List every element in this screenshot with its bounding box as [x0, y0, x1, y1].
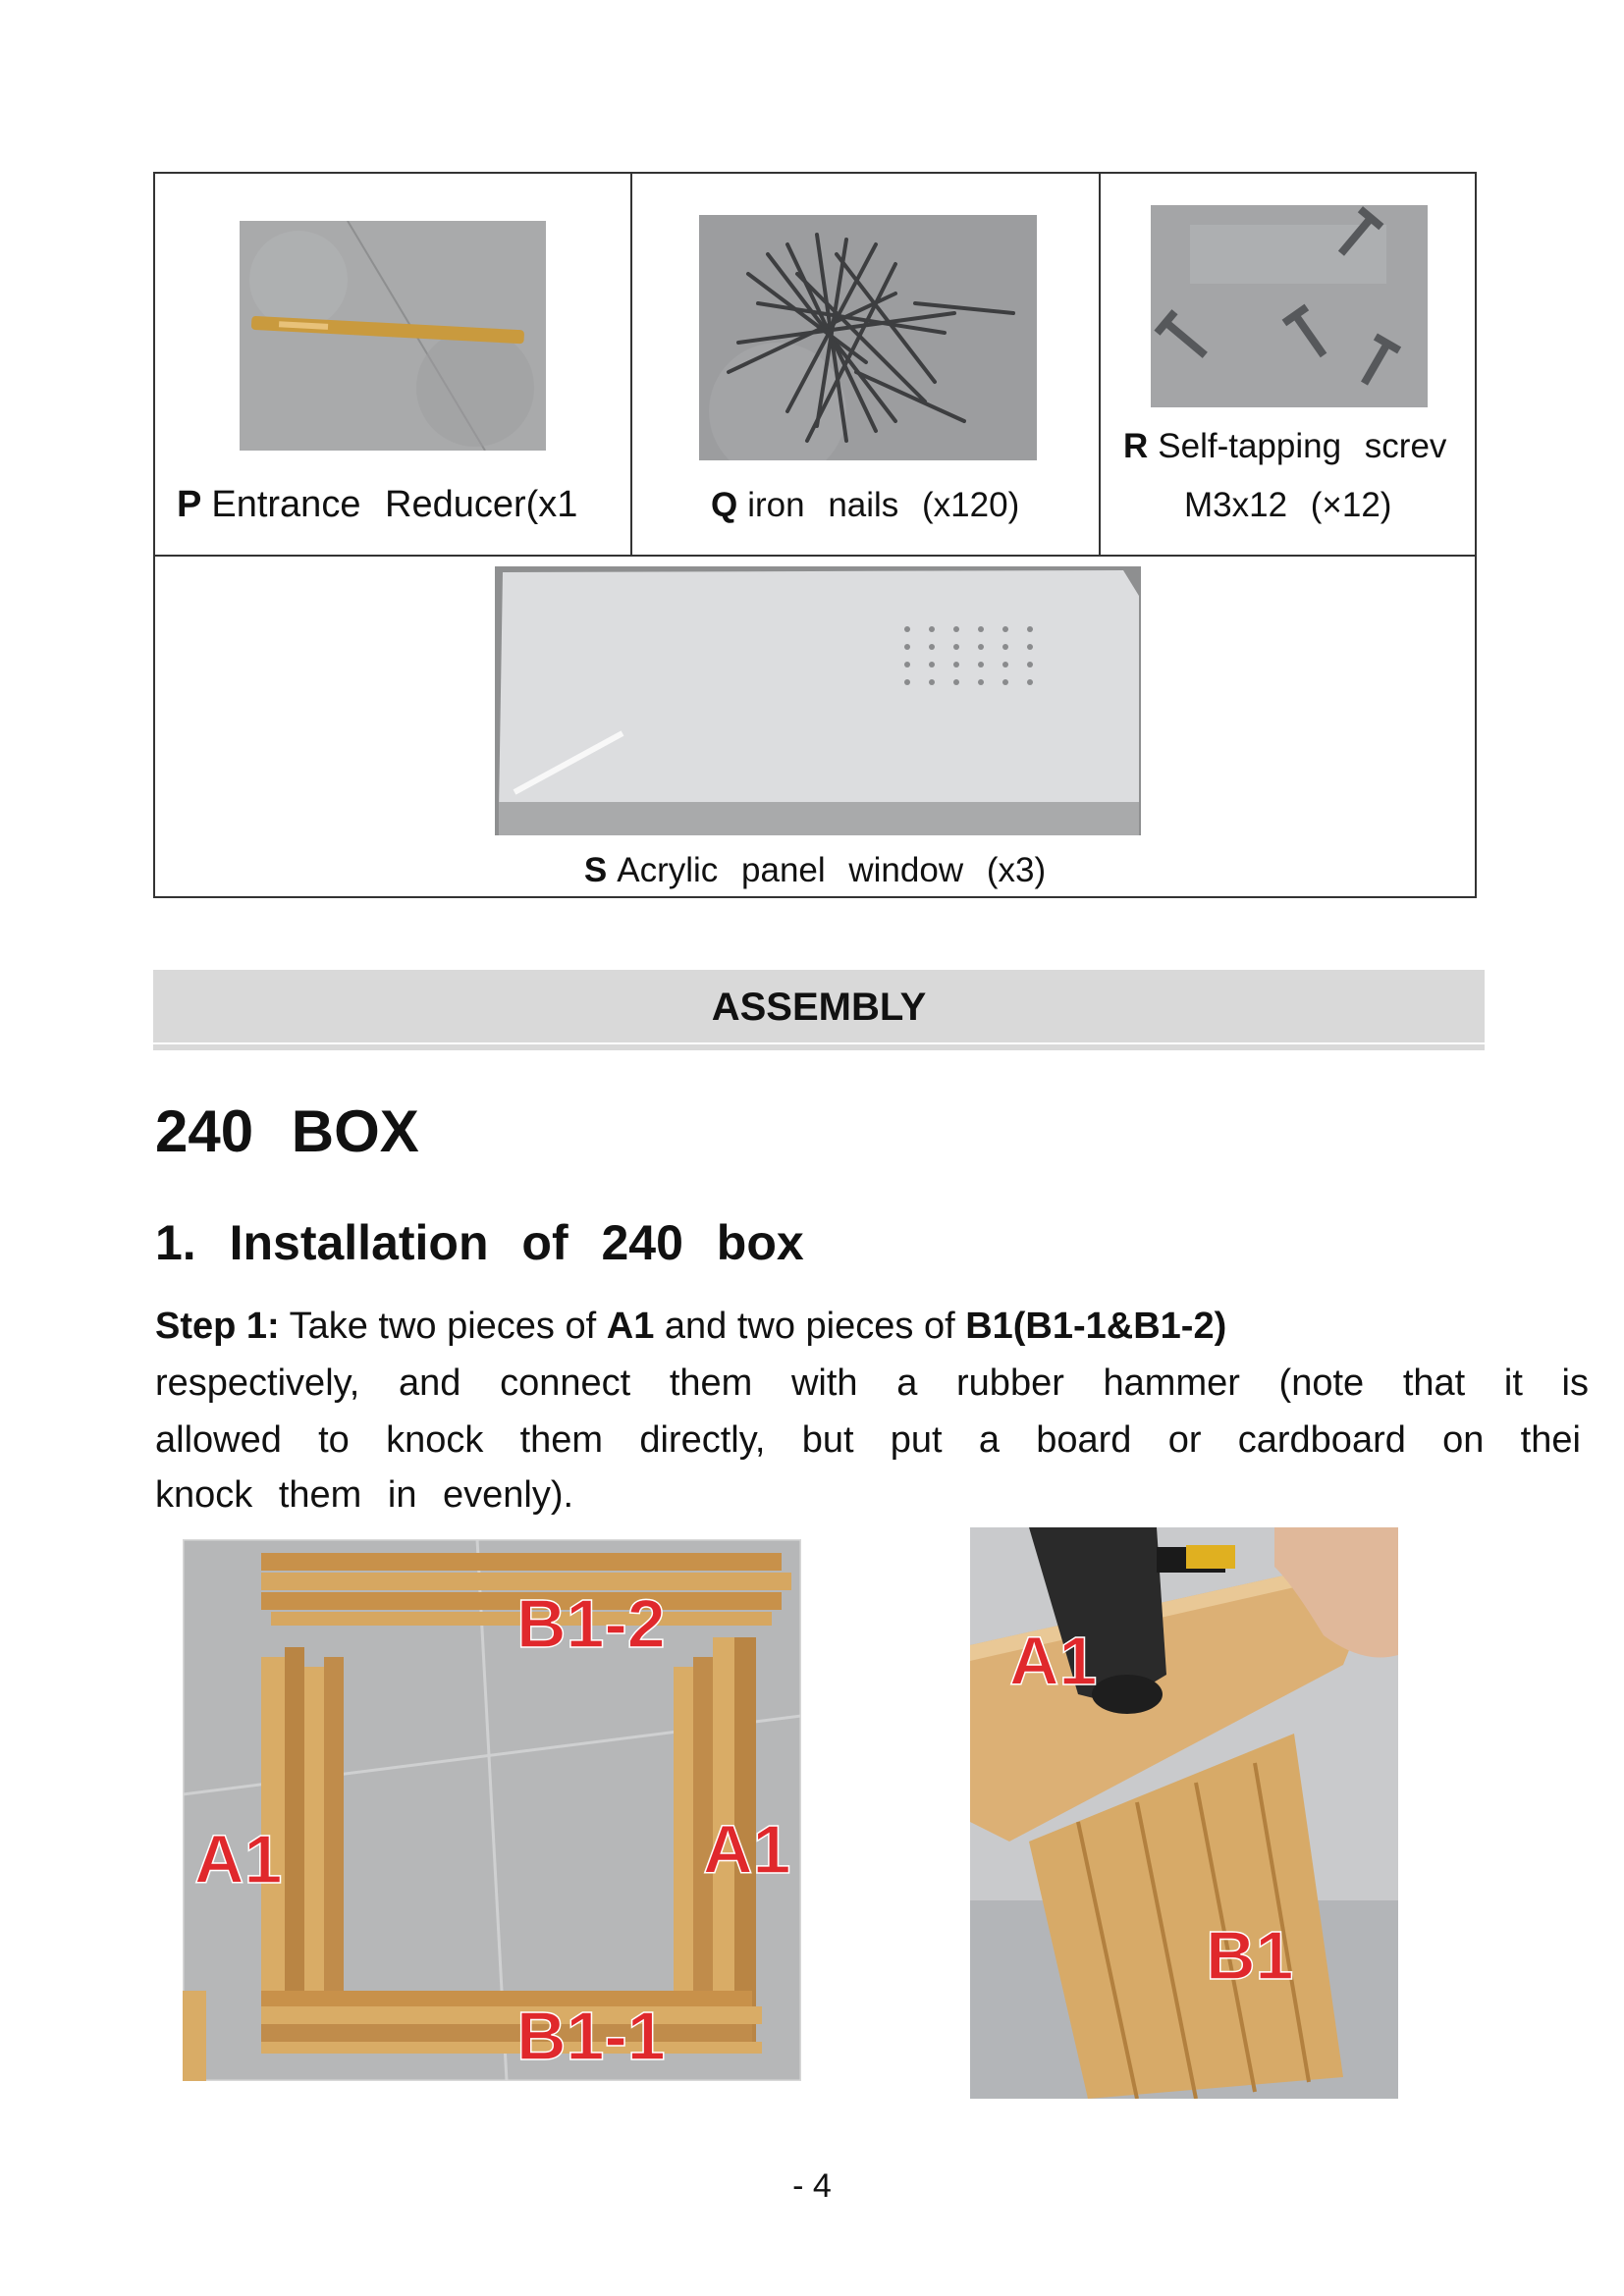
- label-b1: B1: [1206, 1917, 1294, 1994]
- part-p-caption: P Entrance Reducer(x1: [177, 484, 578, 525]
- entrance-reducer-photo: [240, 221, 546, 451]
- banner-title: ASSEMBLY: [711, 986, 927, 1029]
- label-a1-left: A1: [194, 1821, 283, 1897]
- section-banner: [153, 970, 1485, 1042]
- iron-nails-photo: [699, 215, 1037, 460]
- part-s-caption: S Acrylic panel window (x3): [583, 851, 1047, 889]
- part-r-size: M3x12 (×12): [1184, 486, 1392, 524]
- frame-assembly-photo: [183, 1539, 801, 2081]
- part-r-caption: R Self-tapping screv: [1123, 427, 1447, 465]
- section-heading: 240 BOX: [155, 1098, 419, 1164]
- step-label: Step 1:: [155, 1306, 280, 1347]
- label-b1-2: B1-2: [516, 1585, 666, 1662]
- step-1-line-1: Step 1: Take two pieces of A1 and two pieces of B1(B1-1&B1-2): [155, 1306, 1227, 1347]
- table-divider: [630, 174, 632, 555]
- banner-underline: [153, 1044, 1485, 1050]
- step-1-line-4: knock them in evenly).: [155, 1474, 574, 1516]
- table-divider: [155, 555, 1475, 557]
- page-number: - 4: [792, 2167, 832, 2205]
- screws-photo: [1151, 205, 1428, 407]
- step-1-line-3: allowed to knock them directly, but put a board or cardboard on thei: [155, 1419, 1581, 1461]
- hammering-photo: [970, 1527, 1398, 2099]
- label-b1-1: B1-1: [516, 1998, 666, 2074]
- acrylic-panel-photo: [495, 566, 1141, 835]
- table-divider: [1099, 174, 1101, 555]
- label-a1-right: A1: [703, 1811, 791, 1888]
- label-a1: A1: [1009, 1623, 1098, 1699]
- parts-table: [153, 172, 1477, 898]
- subsection-heading: 1. Installation of 240 box: [155, 1215, 804, 1270]
- step-1-line-2: respectively, and connect them with a rubber hammer (note that it is: [155, 1362, 1589, 1404]
- part-q-caption: Q iron nails (x120): [711, 486, 1020, 524]
